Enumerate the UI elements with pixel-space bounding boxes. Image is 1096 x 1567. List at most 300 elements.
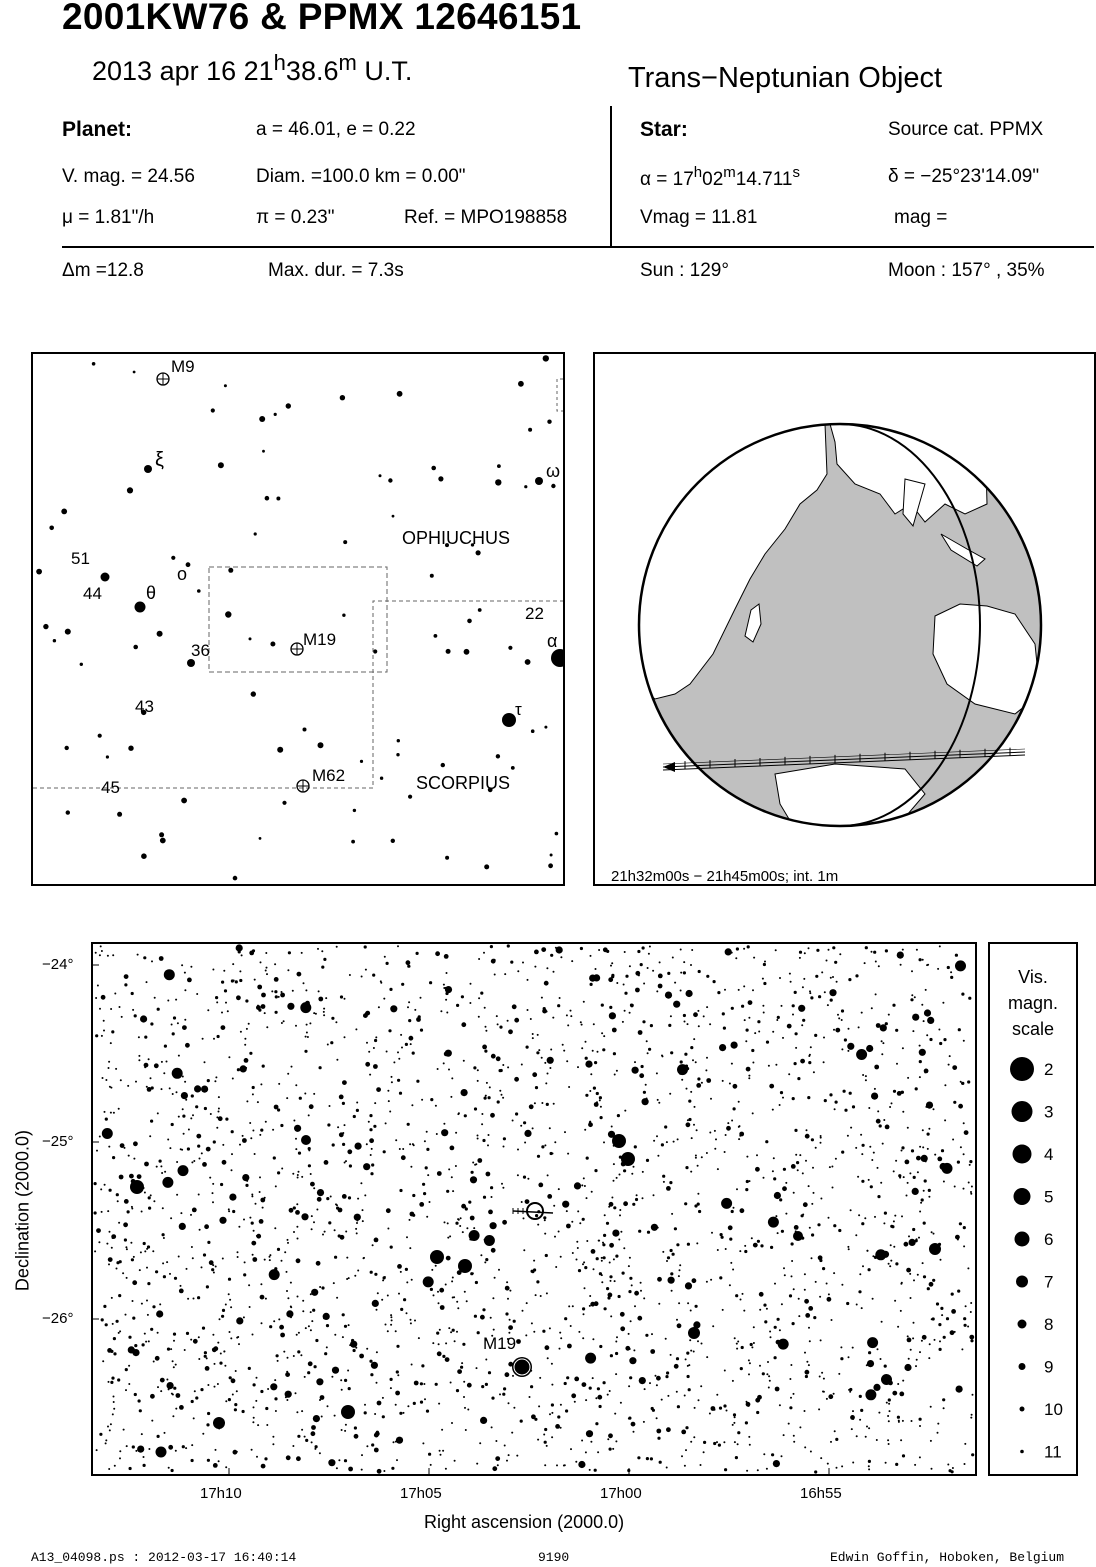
chart-star xyxy=(629,965,631,967)
chart-star xyxy=(191,1246,193,1248)
chart-star xyxy=(781,1230,784,1233)
chart-star xyxy=(755,1398,760,1403)
chart-star xyxy=(138,1055,140,1057)
chart-star xyxy=(805,1313,810,1318)
chart-star xyxy=(391,1319,393,1321)
chart-star xyxy=(476,1367,478,1369)
chart-star xyxy=(473,1066,476,1069)
chart-star xyxy=(799,1154,801,1156)
chart-star xyxy=(260,1129,263,1132)
chart-star xyxy=(868,1465,870,1467)
chart-star xyxy=(169,1273,171,1275)
chart-star xyxy=(869,1146,871,1148)
chart-star xyxy=(709,1413,711,1415)
chart-star xyxy=(397,945,399,947)
chart-star xyxy=(582,1382,587,1387)
chart-star xyxy=(861,1180,864,1183)
chart-star xyxy=(961,993,964,996)
chart-star xyxy=(656,1384,658,1386)
chart-star xyxy=(387,1228,389,1230)
field-star xyxy=(80,663,83,666)
chart-star xyxy=(357,1270,359,1272)
chart-star xyxy=(964,1130,969,1135)
chart-star xyxy=(116,1268,118,1270)
chart-star xyxy=(280,1333,285,1338)
chart-star xyxy=(444,1221,446,1223)
chart-star xyxy=(743,985,745,987)
field-star xyxy=(497,464,501,468)
finder-label: ω xyxy=(546,461,561,481)
chart-star xyxy=(398,1058,400,1060)
chart-star xyxy=(514,1077,519,1082)
chart-star xyxy=(603,1141,605,1143)
chart-star xyxy=(252,1254,254,1256)
chart-star xyxy=(848,1389,850,1391)
chart-star xyxy=(544,1428,547,1431)
chart-star xyxy=(272,1436,274,1438)
chart-star xyxy=(830,977,832,979)
field-star xyxy=(318,742,324,748)
chart-star xyxy=(469,1230,480,1241)
chart-star xyxy=(619,1209,621,1211)
chart-star xyxy=(570,1015,572,1017)
chart-star xyxy=(450,1146,455,1151)
chart-star xyxy=(348,1467,353,1472)
chart-star xyxy=(671,1213,673,1215)
y-axis-label: Declination (2000.0) xyxy=(12,1129,33,1292)
chart-star xyxy=(134,1344,137,1347)
chart-star xyxy=(336,1204,338,1206)
chart-star xyxy=(431,1269,433,1271)
chart-star xyxy=(400,1308,403,1311)
planet-heading: Planet: xyxy=(62,118,133,141)
chart-star xyxy=(861,1153,863,1155)
chart-star xyxy=(377,1469,382,1474)
chart-star xyxy=(409,1247,411,1249)
chart-star xyxy=(508,1029,513,1034)
chart-star xyxy=(706,1057,708,1059)
chart-star xyxy=(212,1264,214,1266)
finder-label: 43 xyxy=(135,697,154,716)
chart-star xyxy=(426,1410,429,1413)
chart-star xyxy=(482,1045,487,1050)
chart-star xyxy=(954,1331,956,1333)
chart-star xyxy=(349,1164,352,1167)
chart-star xyxy=(970,1193,972,1195)
chart-star xyxy=(635,1198,638,1201)
chart-star xyxy=(792,1014,794,1016)
footer-number: 9190 xyxy=(538,1550,570,1565)
chart-star xyxy=(316,1261,321,1266)
chart-star xyxy=(753,1243,758,1248)
chart-star xyxy=(463,1060,465,1062)
chart-star xyxy=(458,1112,460,1114)
chart-star xyxy=(486,1082,488,1084)
field-star xyxy=(528,428,532,432)
chart-star xyxy=(235,980,238,983)
chart-star xyxy=(130,1242,132,1244)
chart-star xyxy=(633,1431,635,1433)
chart-star xyxy=(148,1448,150,1450)
chart-star xyxy=(559,1348,561,1350)
chart-star xyxy=(440,1454,442,1456)
chart-star xyxy=(262,1207,264,1209)
chart-star xyxy=(721,1236,724,1239)
chart-star xyxy=(711,1232,713,1234)
chart-star xyxy=(890,1260,892,1262)
chart-star xyxy=(260,1083,262,1085)
chart-star xyxy=(264,1457,267,1460)
field-star xyxy=(543,355,549,361)
chart-star xyxy=(931,1318,933,1320)
chart-star xyxy=(485,1095,487,1097)
chart-star xyxy=(848,1248,850,1250)
chart-star xyxy=(132,1445,135,1448)
chart-star xyxy=(751,1049,754,1052)
chart-star xyxy=(889,1106,891,1108)
chart-star xyxy=(543,1216,546,1219)
chart-star xyxy=(734,1337,736,1339)
chart-star xyxy=(310,1329,312,1331)
chart-star xyxy=(173,1333,176,1336)
chart-star xyxy=(673,1141,675,1143)
chart-star xyxy=(779,977,781,979)
chart-star xyxy=(287,1073,289,1075)
planet-motion: μ = 1.81"/h xyxy=(62,207,155,228)
chart-star xyxy=(191,1161,193,1163)
chart-star xyxy=(659,1461,662,1464)
finder-label: 22 xyxy=(525,604,544,623)
chart-star xyxy=(239,1144,241,1146)
chart-star xyxy=(239,979,242,982)
chart-star xyxy=(698,1210,701,1213)
chart-star xyxy=(598,1240,600,1242)
chart-star xyxy=(971,1453,974,1456)
chart-star xyxy=(631,1284,633,1286)
star-chart xyxy=(91,942,977,1476)
chart-star xyxy=(779,1104,781,1106)
chart-star xyxy=(260,1283,262,1285)
chart-star xyxy=(828,1293,830,1295)
chart-star xyxy=(847,1135,849,1137)
chart-star xyxy=(670,1051,673,1054)
chart-star xyxy=(643,983,645,985)
chart-star xyxy=(454,1340,456,1342)
chart-star xyxy=(928,1128,930,1130)
chart-star xyxy=(512,1120,514,1122)
chart-star xyxy=(480,1417,487,1424)
chart-star xyxy=(763,1012,765,1014)
chart-star xyxy=(706,1281,708,1283)
chart-star xyxy=(296,1334,298,1336)
chart-star xyxy=(679,1264,681,1266)
chart-star xyxy=(961,1082,964,1085)
chart-star xyxy=(512,1004,517,1009)
chart-star xyxy=(583,1313,585,1315)
chart-star xyxy=(286,1271,288,1273)
chart-star xyxy=(851,1428,853,1430)
chart-star xyxy=(198,1336,200,1338)
chart-star xyxy=(875,993,877,995)
chart-star xyxy=(784,1274,786,1276)
chart-star xyxy=(345,1160,347,1162)
chart-star xyxy=(897,952,904,959)
chart-star xyxy=(905,1160,910,1165)
chart-star xyxy=(393,1441,395,1443)
chart-star xyxy=(918,1237,920,1239)
star-ra: $\alpha = 17^h02^m14.711^s$ xyxy=(640,164,800,190)
chart-star xyxy=(215,1076,217,1078)
chart-star xyxy=(821,1372,823,1374)
field-star xyxy=(511,766,515,770)
chart-star xyxy=(930,1440,932,1442)
chart-star xyxy=(261,1004,266,1009)
chart-star xyxy=(212,1192,214,1194)
chart-star xyxy=(893,1170,895,1172)
chart-star xyxy=(901,1146,904,1149)
chart-star xyxy=(336,1207,339,1210)
chart-star xyxy=(214,1080,216,1082)
chart-star xyxy=(919,1425,921,1427)
chart-star xyxy=(788,1073,790,1075)
chart-star xyxy=(356,1222,358,1224)
chart-star xyxy=(437,1291,439,1293)
chart-star xyxy=(206,1147,211,1152)
chart-star xyxy=(910,1297,912,1299)
dec-tick-label: −24° xyxy=(42,956,74,973)
field-star xyxy=(446,649,451,654)
chart-star xyxy=(213,1038,215,1040)
chart-star xyxy=(229,1331,231,1333)
chart-star xyxy=(602,1242,604,1244)
chart-star xyxy=(445,1468,447,1470)
chart-star xyxy=(763,963,766,966)
chart-star xyxy=(537,1439,539,1441)
chart-star xyxy=(688,1388,691,1391)
chart-star xyxy=(354,1214,361,1221)
chart-star xyxy=(204,1224,209,1229)
chart-star xyxy=(219,1362,222,1365)
chart-star xyxy=(880,1358,882,1360)
chart-star xyxy=(485,1030,487,1032)
chart-star xyxy=(798,1315,800,1317)
chart-star xyxy=(401,1047,403,1049)
chart-star xyxy=(932,1279,935,1282)
chart-star xyxy=(687,1119,689,1121)
chart-star xyxy=(250,1137,252,1139)
chart-star xyxy=(361,976,363,978)
chart-star xyxy=(126,1248,128,1250)
chart-star xyxy=(361,1454,363,1456)
chart-star xyxy=(362,1220,364,1222)
chart-star xyxy=(323,1011,325,1013)
scale-dot xyxy=(1013,1145,1032,1164)
field-star xyxy=(340,395,345,400)
chart-star xyxy=(467,1409,469,1411)
chart-star xyxy=(401,1155,406,1160)
chart-star xyxy=(443,984,445,986)
chart-star xyxy=(954,1186,956,1188)
chart-star xyxy=(583,1001,585,1003)
chart-star xyxy=(544,981,549,986)
chart-star xyxy=(858,1290,861,1293)
chart-star xyxy=(182,1115,185,1118)
chart-star xyxy=(681,1430,686,1435)
chart-star xyxy=(557,1415,560,1418)
chart-star xyxy=(717,1168,719,1170)
chart-star xyxy=(731,1063,733,1065)
chart-star xyxy=(748,1359,750,1361)
chart-star xyxy=(439,1288,444,1293)
chart-star xyxy=(167,1139,169,1141)
chart-star xyxy=(572,1305,574,1307)
chart-star xyxy=(929,1343,931,1345)
chart-star xyxy=(224,989,227,992)
chart-star xyxy=(184,1349,186,1351)
bright-star xyxy=(130,1180,144,1194)
chart-star xyxy=(232,963,234,965)
chart-star xyxy=(687,1375,690,1378)
chart-star xyxy=(116,1261,119,1264)
chart-star xyxy=(577,1247,579,1249)
chart-star xyxy=(644,1388,646,1390)
chart-star xyxy=(206,1357,208,1359)
chart-star xyxy=(696,1129,698,1131)
chart-star xyxy=(178,1055,180,1057)
chart-star xyxy=(232,1078,234,1080)
chart-star xyxy=(369,1074,371,1076)
chart-star xyxy=(630,1320,632,1322)
chart-star xyxy=(308,1164,311,1167)
chart-star xyxy=(206,1285,209,1288)
chart-star xyxy=(547,1057,554,1064)
chart-star xyxy=(697,1203,700,1206)
chart-star xyxy=(212,969,214,971)
chart-star xyxy=(244,1038,246,1040)
chart-star xyxy=(521,1201,523,1203)
chart-star xyxy=(686,1122,691,1127)
chart-star xyxy=(95,952,97,954)
chart-star xyxy=(321,950,323,952)
chart-star xyxy=(668,1277,675,1284)
chart-star xyxy=(666,1186,671,1191)
chart-star xyxy=(452,1190,454,1192)
field-star xyxy=(441,763,445,767)
chart-star xyxy=(319,1399,321,1401)
chart-star xyxy=(570,1010,572,1012)
chart-star xyxy=(805,1134,810,1139)
chart-star xyxy=(672,1253,675,1256)
chart-star xyxy=(301,1410,303,1412)
bright-star xyxy=(341,1405,355,1419)
chart-star xyxy=(697,1165,699,1167)
chart-star xyxy=(730,1262,732,1264)
chart-star xyxy=(221,1315,224,1318)
chart-star xyxy=(685,1166,688,1169)
chart-star xyxy=(444,954,449,959)
chart-star xyxy=(724,989,726,991)
chart-star xyxy=(149,1135,151,1137)
chart-star xyxy=(547,1073,549,1075)
chart-star xyxy=(694,1106,696,1108)
chart-star xyxy=(848,978,851,981)
chart-star xyxy=(430,1098,433,1101)
scale-mag-label: 4 xyxy=(1044,1145,1054,1164)
chart-star xyxy=(759,1365,761,1367)
chart-star xyxy=(242,1174,249,1181)
chart-star xyxy=(131,1258,134,1261)
chart-star xyxy=(827,1297,832,1302)
chart-star xyxy=(264,1012,266,1014)
chart-star xyxy=(814,1034,817,1037)
chart-star xyxy=(609,1262,611,1264)
field-star xyxy=(159,832,164,837)
chart-star xyxy=(656,1135,658,1137)
chart-star xyxy=(106,1243,108,1245)
chart-star xyxy=(193,1417,195,1419)
chart-star xyxy=(111,1297,113,1299)
chart-star xyxy=(727,1122,729,1124)
chart-star xyxy=(728,1225,733,1230)
chart-star xyxy=(501,1094,503,1096)
chart-star xyxy=(584,1129,586,1131)
chart-star xyxy=(748,1075,750,1077)
chart-star xyxy=(101,950,103,952)
chart-star xyxy=(179,1223,186,1230)
chart-star xyxy=(171,1024,173,1026)
chart-star xyxy=(386,1208,391,1213)
chart-star xyxy=(129,1174,134,1179)
chart-star xyxy=(643,1421,645,1423)
chart-star xyxy=(911,1420,913,1422)
chart-star xyxy=(112,1237,114,1239)
chart-star xyxy=(834,1430,836,1432)
chart-star xyxy=(416,1080,419,1083)
chart-star xyxy=(802,1019,805,1022)
chart-star xyxy=(255,1203,257,1205)
chart-star xyxy=(336,1059,338,1061)
chart-star xyxy=(157,1112,159,1114)
chart-star xyxy=(943,1038,946,1041)
chart-star xyxy=(521,1064,523,1066)
chart-star xyxy=(363,1013,368,1018)
chart-star xyxy=(125,1368,128,1371)
chart-star xyxy=(665,1338,667,1340)
chart-star xyxy=(847,1246,849,1248)
chart-star xyxy=(111,1247,113,1249)
chart-star xyxy=(118,1108,120,1110)
chart-star xyxy=(228,1398,231,1401)
chart-star xyxy=(613,1180,615,1182)
chart-star xyxy=(245,1184,248,1187)
scale-mag-label: 10 xyxy=(1044,1400,1063,1419)
chart-star xyxy=(348,1196,351,1199)
chart-star xyxy=(770,1336,772,1338)
chart-star xyxy=(684,1395,686,1397)
chart-star xyxy=(110,1042,112,1044)
chart-star xyxy=(215,1266,217,1268)
finder-label: τ xyxy=(515,700,522,719)
chart-star xyxy=(594,1061,597,1064)
chart-star xyxy=(894,1300,896,1302)
chart-star xyxy=(446,1256,451,1261)
field-star xyxy=(66,810,70,814)
chart-star xyxy=(599,1345,602,1348)
chart-star xyxy=(859,1050,861,1052)
chart-star xyxy=(108,1468,110,1470)
chart-star xyxy=(406,1236,408,1238)
ra-tick-label: 16h55 xyxy=(800,1485,842,1502)
